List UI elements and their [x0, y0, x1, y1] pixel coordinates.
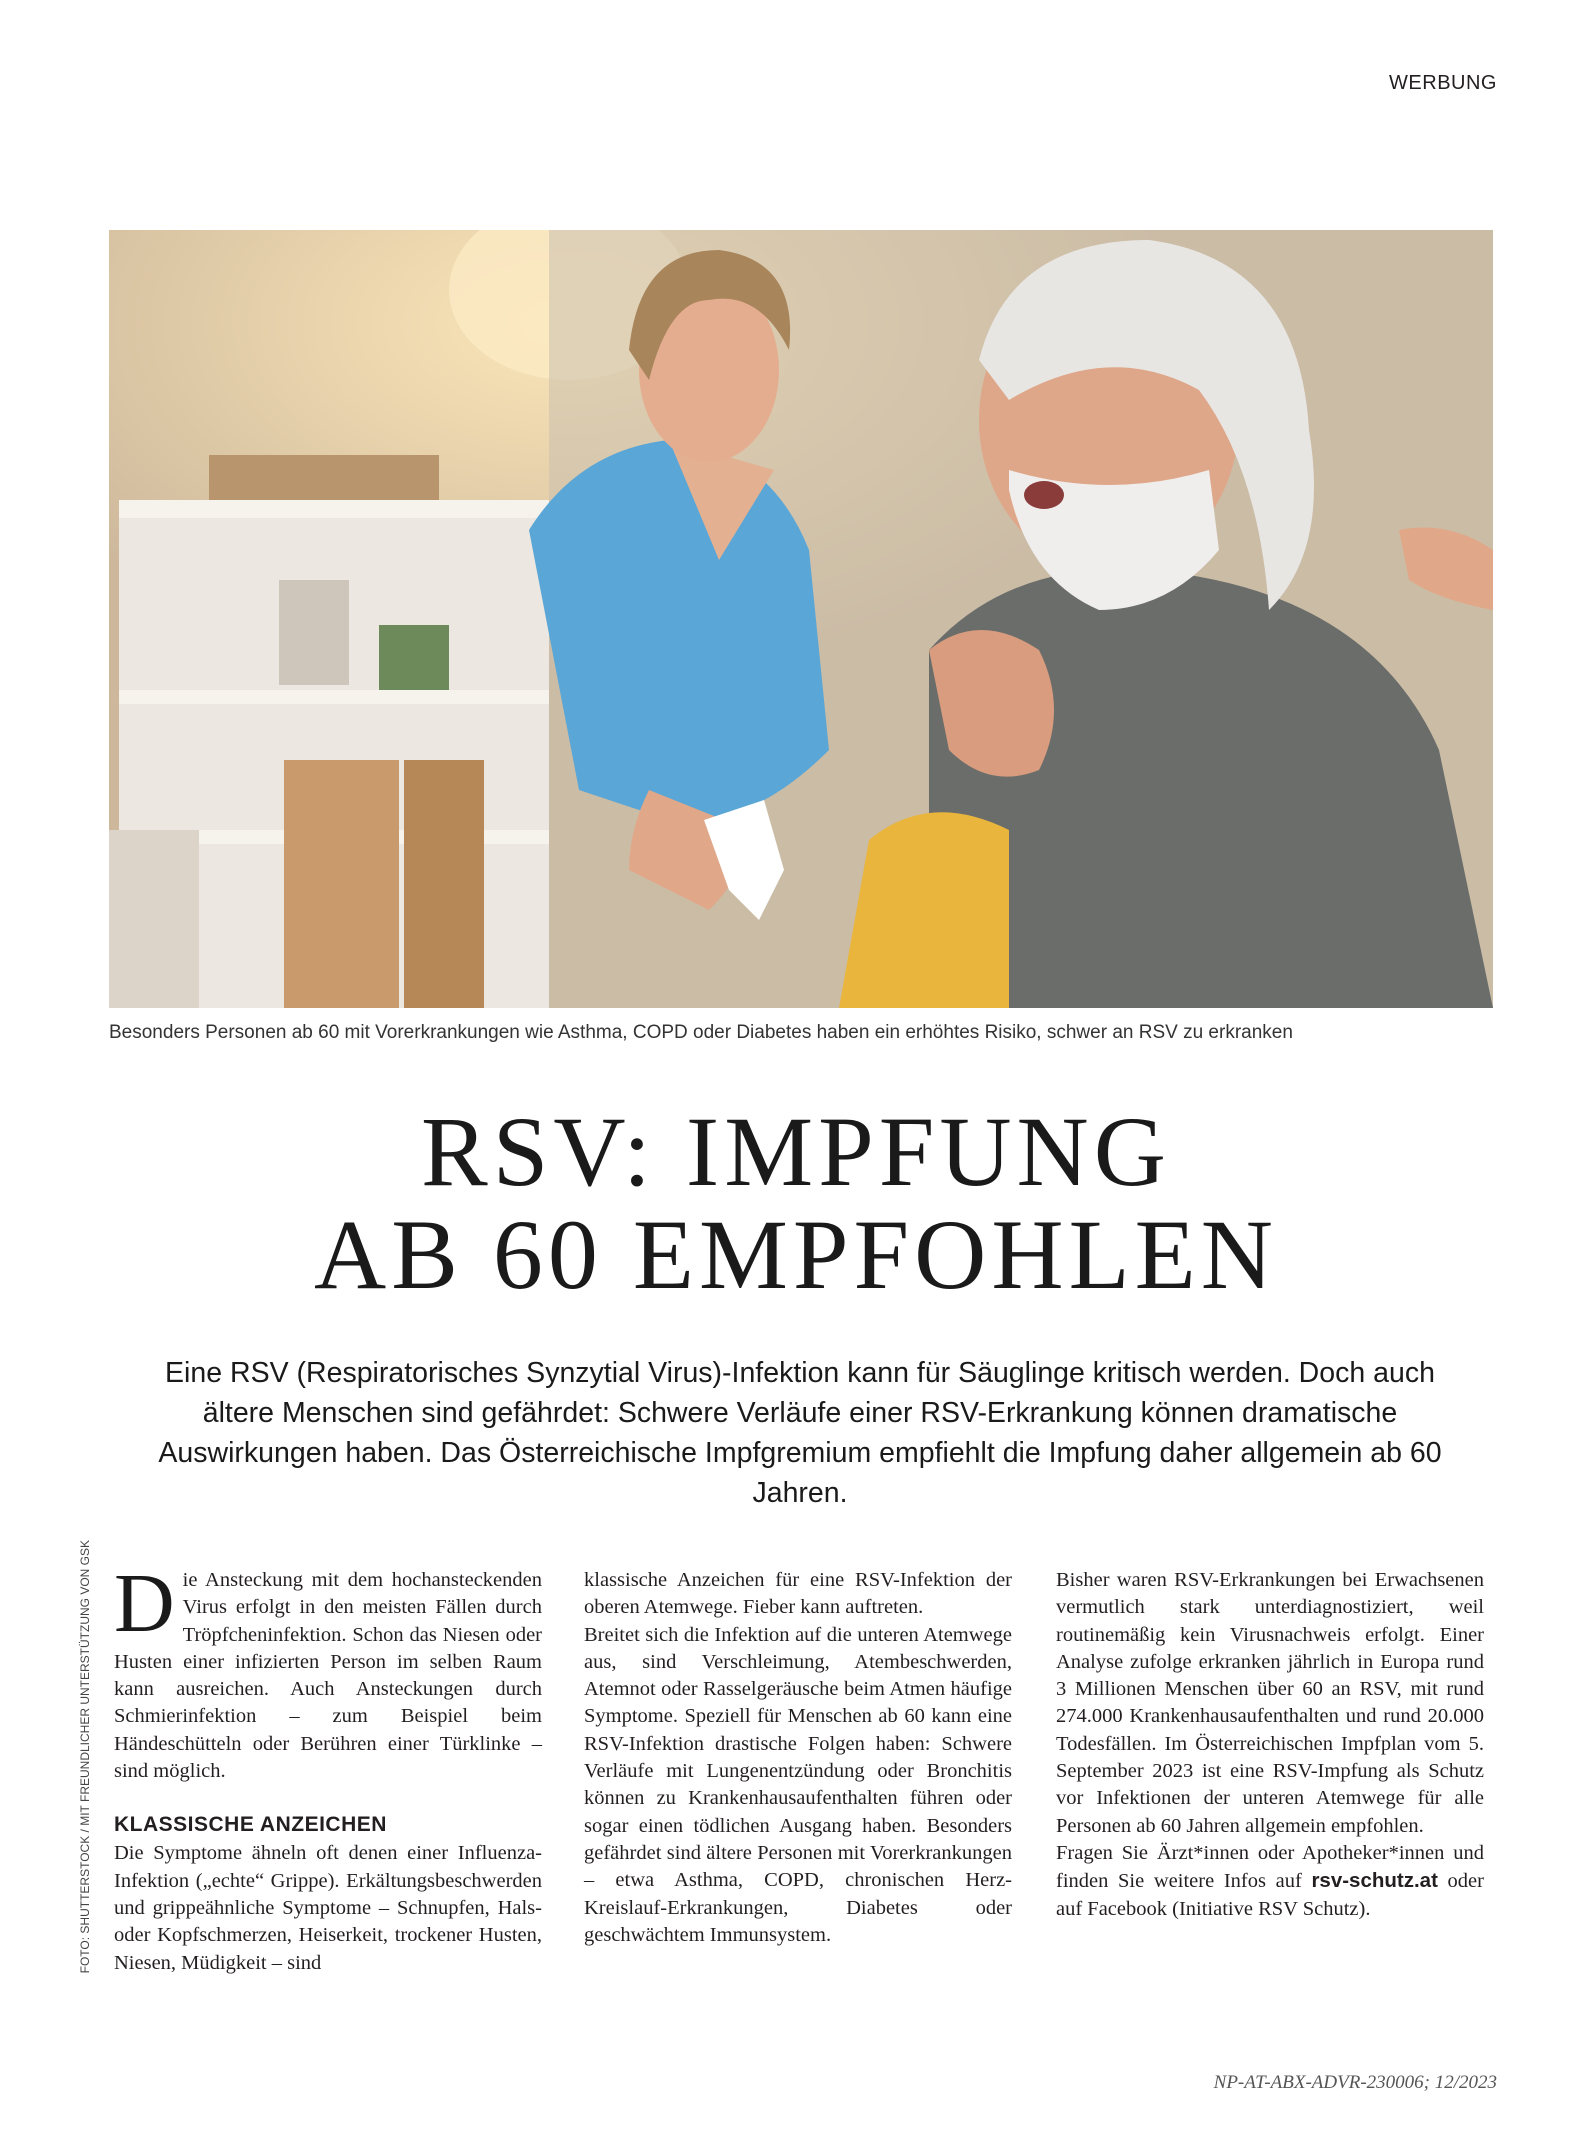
headline-line-2: AB 60 EMPFOHLEN: [314, 1199, 1278, 1310]
column-2: [584, 1567, 1012, 1949]
column-3: [1056, 1567, 1484, 1923]
body-paragraph-3: klassische Anzeichen für eine RSV-Infektion der oberen Atemwege. Fieber kann auftreten.: [584, 1569, 1012, 1619]
lead-paragraph: Eine RSV (Respiratorisches Synzytial Virus)-Infektion kann für Säuglinge kritisch werden. Doch auch ältere Menschen sind gefährdet: Schwere Verläufe einer RSV-Erkrankung können dramatische Auswirkungen haben. Das Österreichische Impfgremium empfiehlt die Impfung daher allgemein ab 60 Jahren.: [158, 1357, 1442, 1509]
photo-caption: Besonders Personen ab 60 mit Vorerkrankungen wie Asthma, COPD oder Diabetes haben ein erhöhtes Risiko, schwer an RSV zu erkranken: [109, 1022, 1293, 1043]
body-paragraph-6: [1056, 1840, 1484, 1923]
document-code: NP-AT-ABX-ADVR-230006; 12/2023: [1213, 2072, 1497, 2093]
body-paragraph-4: Breitet sich die Infektion auf die unteren Atemwege aus, sind Verschleimung, Atembeschwerden, Atemnot oder Rasselgeräusche beim Atmen häufige Symptome. Speziell für Menschen ab 60 kann eine RSV-Infektion drastische Folgen haben: Schwere Verläufe mit Lungenentzündung oder Bronchitis können zu Krankenhausaufenthalten führen oder sogar einen tödlichen Ausgang haben. Besonders gefährdet sind ältere Personen mit Vorerkrankungen – etwa Asthma, COPD, chronischen Herz-Kreislauf-Erkrankungen, Diabetes oder geschwächtem Immunsystem.: [584, 1623, 1012, 1946]
column-1: [114, 1557, 542, 1977]
drop-cap: D: [114, 1557, 175, 1650]
body-text-6-post: oder auf Facebook (Initiative RSV Schutz).: [1056, 1870, 1484, 1920]
advertisement-label: WERBUNG: [1389, 72, 1497, 94]
body-paragraph-2: Die Symptome ähneln oft denen einer Influenza-Infektion („echte“ Grippe). Erkältungsbeschwerden und grippeähnliche Symptome – Schnupfen, Hals- oder Kopfschmerzen, Heiserkeit, trockener Husten, Niesen, Müdigkeit – sind: [114, 1842, 542, 1974]
website-link[interactable]: rsv-schutz.at: [1311, 1869, 1438, 1893]
subheading-classic-signs: KLASSISCHE ANZEICHEN: [114, 1813, 387, 1837]
photo-nurse-elderly-man-coughing-icon: [109, 230, 1493, 1008]
body-text-1: ie Ansteckung mit dem hochansteckenden Virus erfolgt in den meisten Fällen durch Tröpfcheninfektion. Schon das Niesen oder Husten einer infizierten Person im selben Raum kann ausreichen. Auch Ansteckungen durch Schmierinfektion – zum Beispiel beim Händeschütteln oder Berühren einer Türklinke – sind möglich.: [114, 1569, 542, 1783]
headline: [96, 1096, 1496, 1310]
photo-credit: FOTO: SHUTTERSTOCK / MIT FREUNDLICHER UNTERSTÜTZUNG VON GSK: [78, 1540, 92, 1974]
article-photo: [109, 230, 1493, 1008]
body-paragraph-1: [114, 1557, 542, 1785]
body-text-6-pre: Fragen Sie Ärzt*innen oder Apotheker*innen und finden Sie weitere Infos auf: [1056, 1841, 1484, 1893]
headline-line-1: RSV: IMPFUNG: [421, 1096, 1171, 1207]
body-paragraph-5: Bisher waren RSV-Erkrankungen bei Erwachsenen vermutlich stark unterdiagnostiziert, weil routinemäßig kein Virusnachweis erfolgt. Einer Analyse zufolge erkranken jährlich in Europa rund 3 Millionen Menschen über 60 an RSV, mit rund 274.000 Krankenhausaufenthalten und rund 20.000 Todesfällen. Im Österreichischen Impfplan vom 5. September 2023 ist eine RSV-Impfung als Schutz vor Infektionen der unteren Atemwege für alle Personen ab 60 Jahren allgemein empfohlen.: [1056, 1569, 1484, 1837]
